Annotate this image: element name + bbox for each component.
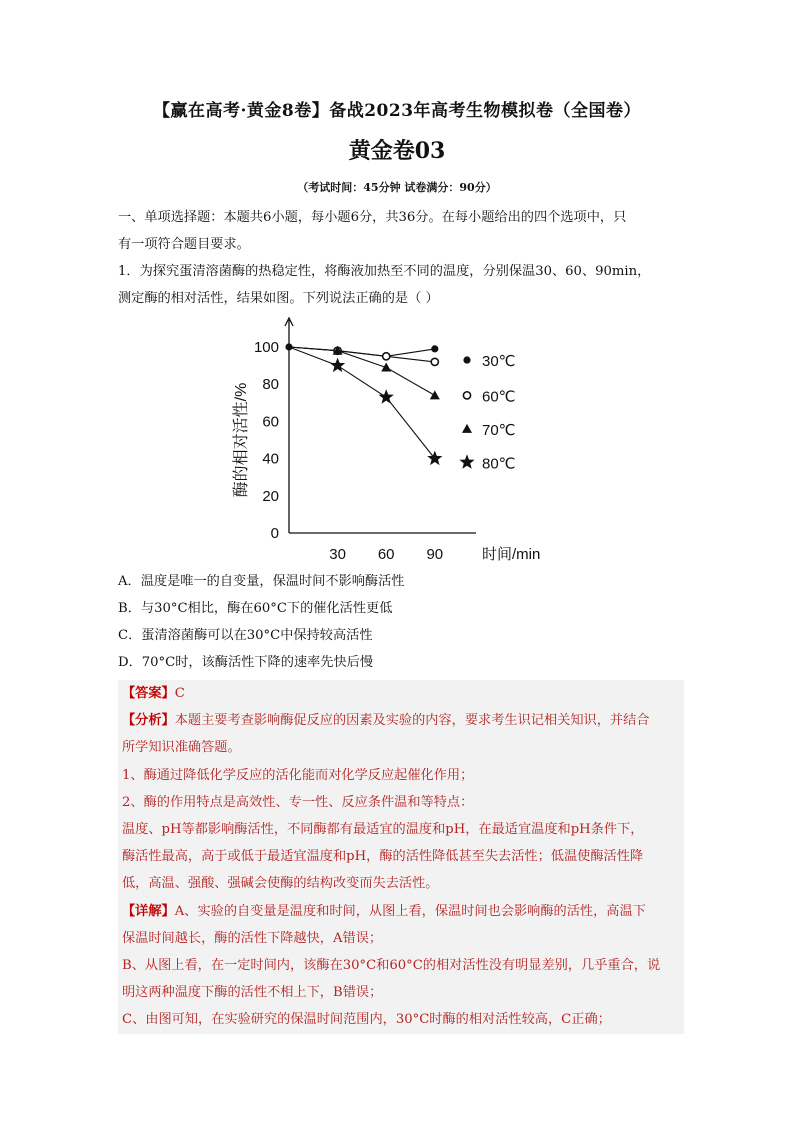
y-tick-label: 20	[262, 487, 279, 505]
question-line: 1．为探究蛋清溶菌酶的热稳定性，将酶液加热至不同的温度，分别保温30、60、90min，	[118, 264, 651, 279]
analysis-line: 2、酶的作用特点是高效性、专一性、反应条件温和等特点：	[122, 794, 474, 810]
data-point	[431, 358, 438, 365]
y-tick-label: 0	[270, 525, 279, 542]
detail-text: A、实验的自变量是温度和时间，从图上看，保温时间也会影响酶的活性，高温下	[174, 903, 646, 919]
answer-options	[118, 568, 680, 676]
exam-info: （考试时间：45分钟 试卷满分：90分）	[297, 181, 497, 194]
legend-label: 70℃	[482, 421, 516, 439]
section-instructions	[118, 204, 680, 258]
analysis-line: 低，高温、强酸、强碱会使酶的结构改变而失去活性。	[122, 876, 439, 892]
analysis-line: 所学知识准确答题。	[122, 740, 241, 756]
y-tick-label: 100	[253, 339, 279, 356]
answer-value: C	[174, 686, 185, 701]
data-point	[381, 362, 391, 371]
detail-line: B、从图上看，在一定时间内，该酶在30°C和60°C的相对活性没有明显差别，几乎重合，说	[122, 958, 661, 974]
x-tick-label: 30	[329, 546, 346, 563]
option-d: D．70°C时，该酶活性下降的速率先快后慢	[118, 655, 374, 670]
enzyme-activity-chart	[224, 314, 570, 568]
data-point	[427, 451, 442, 466]
question-stem	[118, 258, 680, 312]
analysis-tag: 【分析】	[122, 713, 175, 729]
instruction-line: 一、单项选择题：本题共6小题，每小题6分，共36分。在每小题给出的四个选项中，只	[118, 210, 627, 225]
detail-line: 保温时间越长，酶的活性下降越快，A错误；	[122, 930, 383, 946]
analysis-line: 温度、pH等都影响酶活性，不同酶都有最适宜的温度和pH，在最适宜温度和pH条件下，	[122, 822, 644, 838]
y-tick-label: 40	[262, 450, 279, 468]
answer-explanation	[118, 680, 684, 1034]
legend-label: 60℃	[482, 388, 516, 406]
data-point	[383, 353, 390, 360]
legend-marker	[462, 424, 472, 433]
question-line: 测定酶的相对活性，结果如图。下列说法正确的是（ ）	[118, 291, 439, 306]
legend-label: 80℃	[482, 455, 516, 473]
analysis-text: 本题主要考查影响酶促反应的因素及实验的内容，要求考生识记相关知识，并结合	[174, 713, 650, 729]
analysis-line: 1、酶通过降低化学反应的活化能而对化学反应起催化作用；	[122, 767, 474, 783]
option-b: B．与30°C相比，酶在60°C下的催化活性更低	[118, 601, 393, 616]
paper-title: 黄金卷03	[348, 138, 446, 164]
detail-line	[122, 898, 680, 925]
y-axis-label: 酶的相对活性/%	[233, 382, 250, 498]
detail-tag: 【详解】	[122, 903, 175, 919]
legend-marker	[463, 356, 470, 363]
option-a: A．温度是唯一的自变量，保温时间不影响酶活性	[118, 574, 405, 589]
option-c: C．蛋清溶菌酶可以在30°C中保持较高活性	[118, 628, 373, 643]
data-point	[431, 345, 438, 352]
data-point	[430, 390, 440, 399]
data-point	[379, 389, 394, 404]
detail-line: 明这两种温度下酶的活性不相上下，B错误；	[122, 985, 383, 1001]
exam-series-title: 【赢在高考·黄金8卷】备战2023年高考生物模拟卷（全国卷）	[152, 101, 642, 121]
answer-line	[122, 680, 680, 707]
data-point	[285, 343, 292, 350]
x-axis-label: 时间/min	[482, 546, 541, 563]
x-tick-label: 60	[377, 546, 395, 563]
y-tick-label: 60	[262, 413, 279, 431]
detail-line: C、由图可知，在实验研究的保温时间范围内，30°C时酶的相对活性较高，C正确；	[122, 1012, 611, 1028]
y-tick-label: 80	[262, 376, 279, 394]
analysis-line	[122, 707, 680, 734]
series-line-80℃	[289, 347, 435, 459]
analysis-line: 酶活性最高，高于或低于最适宜温度和pH，酶的活性降低甚至失去活性；低温使酶活性降	[122, 849, 644, 865]
instruction-line: 有一项符合题目要求。	[118, 237, 250, 252]
legend-label: 30℃	[482, 353, 516, 371]
x-tick-label: 90	[426, 546, 444, 563]
answer-tag: 【答案】	[122, 686, 175, 701]
legend-marker	[463, 392, 470, 399]
data-point	[330, 358, 345, 373]
legend-marker	[459, 454, 474, 469]
series-line-70℃	[289, 347, 435, 395]
